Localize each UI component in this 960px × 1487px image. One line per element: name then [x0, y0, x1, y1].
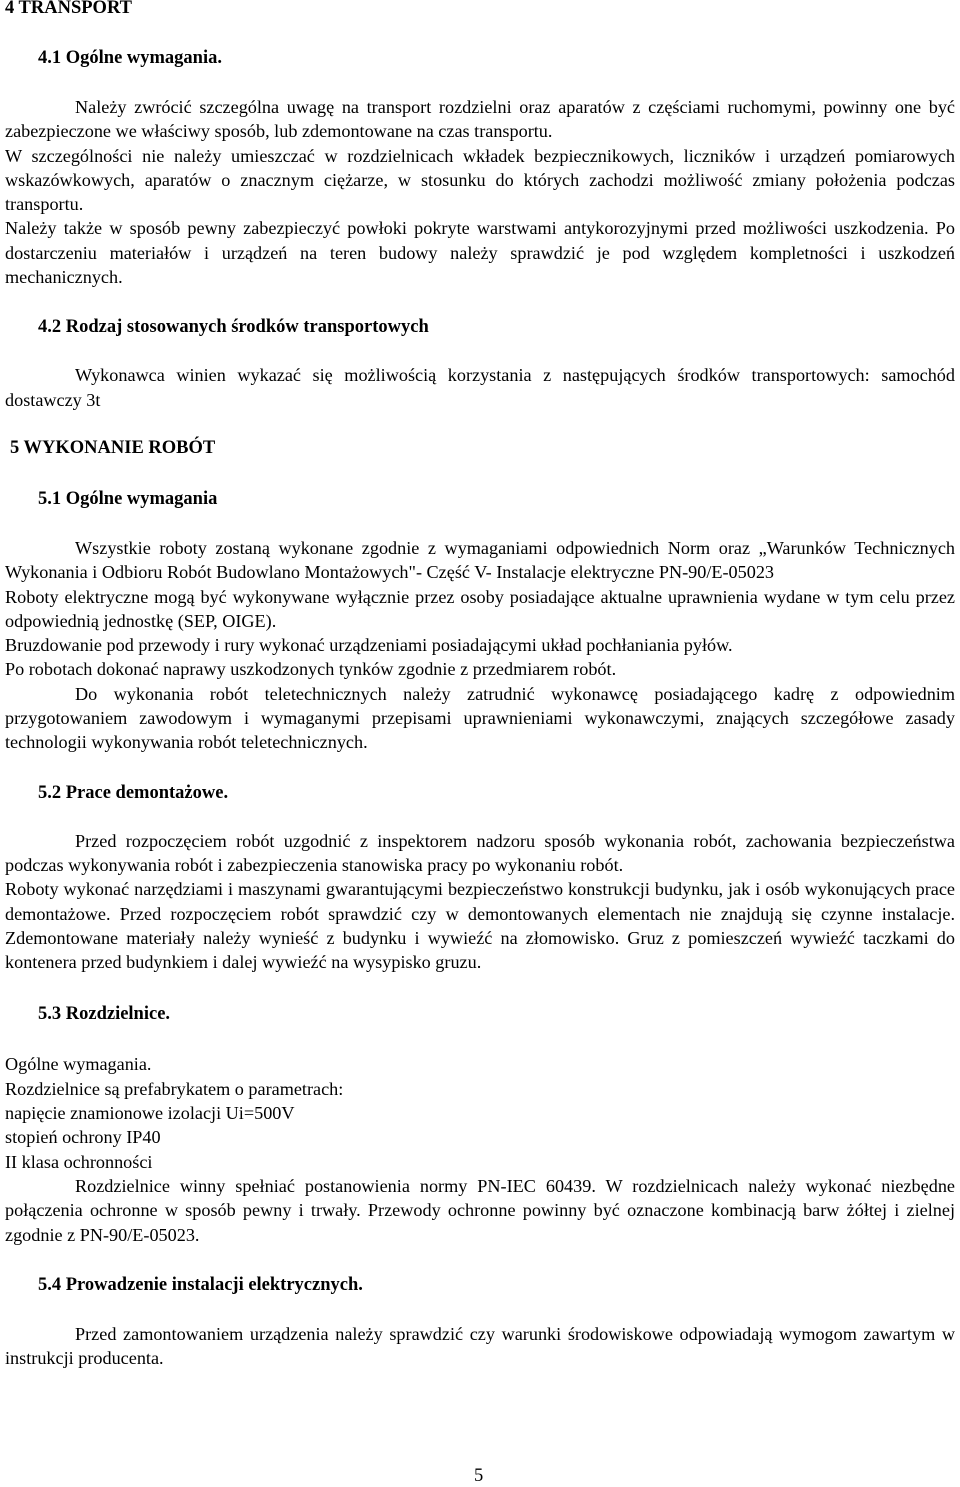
paragraph: Przed zamontowaniem urządzenia należy sprawdzić czy warunki środowiskowe odpowiadają wymogom zawartym w instrukcji producenta.: [5, 1323, 955, 1369]
section-heading-5-2: 5.2 Prace demontażowe.: [38, 782, 229, 803]
text-line: Ogólne wymagania.: [5, 1054, 152, 1075]
page-number: 5: [474, 1466, 484, 1486]
paragraph: Rozdzielnice winny spełniać postanowienia normy PN-IEC 60439. W rozdzielnicach należy wykonać niezbędne połączenia ochronne w sposób pewny i trwały. Przewody ochronne powinny być oznaczone kombinacją barw żółtej i zielnej zgodnie z PN-90/E-05023.: [5, 1175, 955, 1245]
document-page: [5, 0, 955, 1370]
paragraph: W szczególności nie należy umieszczać w rozdzielnicach wkładek bezpiecznikowych, liczników i urządzeń pomiarowych wskazówkowych, aparatów o znacznym ciężarze, w stosunku do których zachodzi możliwość zmiany położenia podczas transportu.: [5, 145, 955, 215]
text-line: II klasa ochronności: [5, 1151, 153, 1172]
paragraph: Bruzdowanie pod przewody i rury wykonać urządzeniami posiadającymi układ pochłaniania pyłów.: [5, 635, 733, 656]
text-line: napięcie znamionowe izolacji Ui=500V: [5, 1103, 295, 1124]
section-heading-4-1: 4.1 Ogólne wymagania.: [38, 48, 222, 68]
section-heading-4: 4 TRANSPORT: [5, 0, 132, 18]
paragraph: Wykonawca winien wykazać się możliwością korzystania z następujących środków transportowych: samochód dostawczy 3t: [5, 365, 955, 410]
paragraph: Wszystkie roboty zostaną wykonane zgodnie z wymaganiami odpowiednich Norm oraz „Warunków Technicznych Wykonania i Odbioru Robót Budowlano Montażowych"- Część V- Instalacje elektryczne PN-90/E-05023: [5, 537, 955, 583]
paragraph: Należy zwrócić szczególna uwagę na transport rozdzielni oraz aparatów z częściami ruchomymi, powinny one być zabezpieczone we właściwy sposób, lub zdemontowane na czas transportu.: [5, 97, 955, 142]
paragraph: Roboty elektryczne mogą być wykonywane wyłącznie przez osoby posiadające aktualne uprawnienia wydane w tym celu przez odpowiednią jednostkę (SEP, OIGE).: [5, 586, 955, 631]
text-line: Rozdzielnice są prefabrykatem o parametrach:: [5, 1078, 344, 1099]
section-heading-5-4: 5.4 Prowadzenie instalacji elektrycznych.: [38, 1274, 363, 1295]
text-line: stopień ochrony IP40: [5, 1127, 161, 1148]
section-heading-5: 5 WYKONANIE ROBÓT: [10, 437, 216, 458]
section-heading-5-1: 5.1 Ogólne wymagania: [38, 488, 218, 509]
paragraph: Do wykonania robót teletechnicznych należy zatrudnić wykonawcę posiadającego kadrę z odpowiednim przygotowaniem zawodowym i wymaganymi przepisami uprawnieniami wykonawczymi, znających szczegółowe zasady technologii wykonywania robót teletechnicznych.: [5, 683, 955, 753]
paragraph: Roboty wykonać narzędziami i maszynami gwarantującymi bezpieczeństwo konstrukcji budynku, jak i osób wykonujących prace demontażowe. Przed rozpoczęciem robót sprawdzić czy w demontowanych elementach nie znajdują się czynne instalacje. Zdemontowane materiały należy wynieść z budynku i wywieźć na złomowisko. Gruz z pomieszczeń wywieźć taczkami do kontenera przed budynkiem i dalej wywieźć na wysypisko gruzu.: [5, 879, 955, 973]
section-heading-4-2: 4.2 Rodzaj stosowanych środków transportowych: [38, 317, 429, 338]
paragraph: Po robotach dokonać naprawy uszkodzonych tynków zgodnie z przedmiarem robót.: [5, 659, 617, 680]
paragraph: Należy także w sposób pewny zabezpieczyć powłoki pokryte warstwami antykorozyjnymi przed możliwości uszkodzenia. Po dostarczeniu materiałów i urządzeń na teren budowy należy sprawdzić je pod względem kompletności i uszkodzeń mechanicznych.: [5, 218, 955, 288]
paragraph: Przed rozpoczęciem robót uzgodnić z inspektorem nadzoru sposób wykonania robót, zachowania bezpieczeństwa podczas wykonywania robót i zabezpieczenia stanowiska pracy po wykonaniu robót.: [5, 830, 955, 875]
section-heading-5-3: 5.3 Rozdzielnice.: [38, 1004, 171, 1025]
